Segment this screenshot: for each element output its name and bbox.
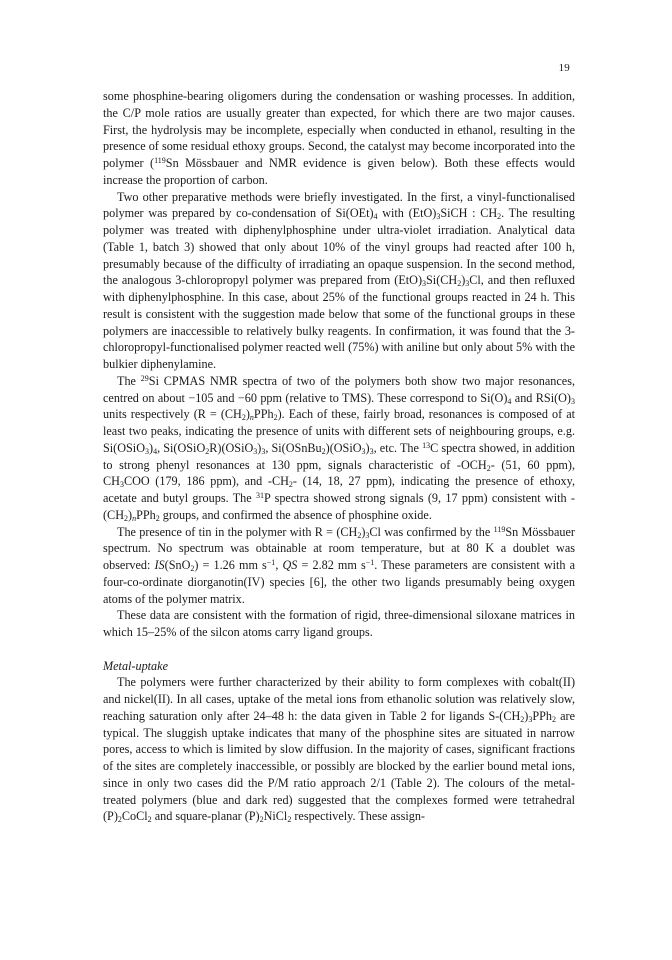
body-text [103, 88, 575, 825]
paragraph-4: The presence of tin in the polymer with $R = (CH_2)_3Cl$ was confirmed by the $^{119}$Sn Mössbauer spectrum. No spectrum was obtainable at room temperature, but at 80 K a doublet was observed: IS(SnO$_2$) = 1.26 mm $s^{-1}$, QS = 2.82 mm $s^{-1}$. These parameters are consistent with a four-co-ordinate diorganotin(IV) species [6], the other two ligands presumably being oxygen atoms of the polymer matrix. [103, 524, 576, 606]
page-number: 19 [558, 62, 570, 74]
section-heading: Metal-uptake [103, 658, 168, 673]
paragraph-2: Two other preparative methods were briefly investigated. In the first, a vinyl-functionalised polymer was prepared by co-condensation of $Si(OEt)_4$ with $(EtO)_3SiCH$ : $CH_2$. The resulting polymer was treated with diphenylphosphine under ultra-violet irradiation. Analytical data (Table 1, batch 3) showed that only about 10% of the vinyl groups had reacted after 100 h, presumably because of the difficulty of irradiating an opaque suspension. In the second method, the analogous 3-chloropropyl polymer was prepared from $(EtO)_3Si(CH_2)_3Cl$, and then refluxed with diphenylphosphine. In this case, about 25% of the functional groups reacted in 24 h. This result is consistent with the suggestion made below that some of the functional groups in these polymers are inaccessible to relatively bulky reagents. In confirmation, it was found that the 3-chloropropyl-functionalised polymer reacted well (75%) with aniline but only about 5% with the bulkier diphenylamine. [103, 189, 575, 371]
paragraph-6: The polymers were further characterized by their ability to form complexes with cobalt(II) and nickel(II). In all cases, uptake of the metal ions from ethanolic solution was relatively slow, reaching saturation only after 24–48 h: the data given in Table 2 for ligands $S-(CH_2)_3PPh_2$ are typical. The sluggish uptake indicates that many of the phosphine sites are situated in narrow pores, access to which is limited by slow diffusion. In the majority of cases, significant fractions of the sites are completely inaccessible, or possibly are blocked by the earlier bound metal ions, since in only two cases did the P/M ratio approach 2/1 (Table 2). The colours of the metal-treated polymers (blue and dark red) suggested that the complexes formed were tetrahedral $(P)_2CoCl_2$ and square-planar $(P)_2NiCl_2$ respectively. These assign- [103, 675, 575, 825]
paragraph-3: The $^{29}$Si CPMAS NMR spectra of two of the polymers both show two major resonances, centred on about −105 and −60 ppm (relative to TMS). These correspond to $Si(O)_4$ and $RSi(O)_3$ units respectively $(R = (CH_2)_nPPh_2)$. Each of these, fairly broad, resonances is composed of at least two peaks, indicating the presence of units with different sets of neighbouring groups, e.g. $Si(OSiO_3)_4$, $Si(OSiO_2R)(OSiO_3)_3$, $Si(OSnBu_2)(OSiO_3)_3$, etc. The $^{13}$C spectra showed, in addition to strong phenyl resonances at 130 ppm, signals characteristic of $-OCH_2-$ (51, 60 ppm), $CH_3COO$ (179, 186 ppm), and $-CH_2-$ (14, 18, 27 ppm), indicating the presence of ethoxy, acetate and butyl groups. The $^{31}$P spectra showed strong signals (9, 17 ppm) consistent with $-(CH_2)_nPPh_2$ groups, and confirmed the absence of phosphine oxide. [103, 373, 576, 523]
paragraph-5: These data are consistent with the formation of rigid, three-dimensional siloxane matrices in which 15–25% of the silcon atoms carry ligand groups. [103, 608, 575, 639]
paragraph-1: some phosphine-bearing oligomers during the condensation or washing processes. In addition, the C/P mole ratios are usually greater than expected, for which there are two major causes. First, the hydrolysis may be incomplete, especially when conducted in ethanol, resulting in the presence of some residual ethoxy groups. Second, the catalyst may become incorporated into the polymer ($^{119}$Sn Mössbauer and NMR evidence is given below). Both these effects would increase the proportion of carbon. [103, 89, 575, 187]
